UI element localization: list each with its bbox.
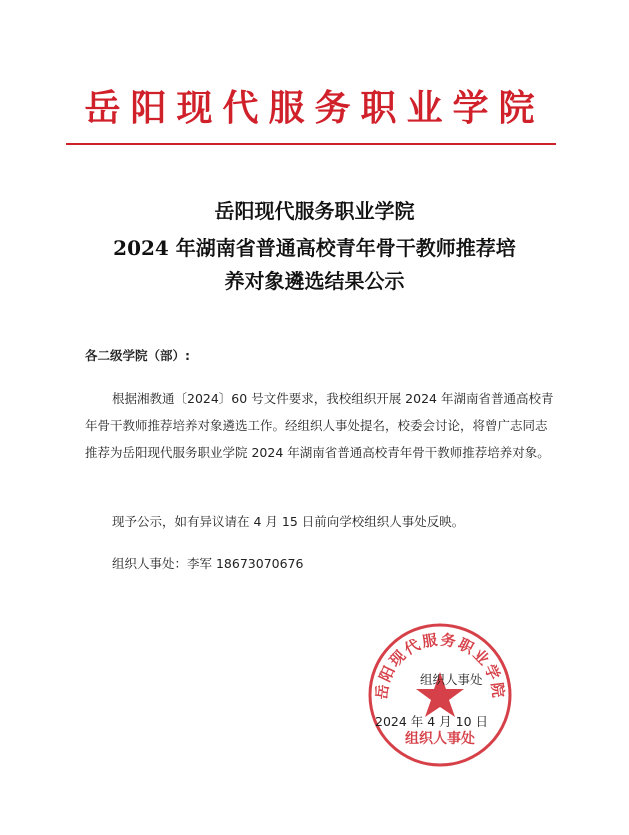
svg-text:组织人事处: 组织人事处 (405, 731, 475, 747)
body-paragraph-2: 现予公示，如有异议请在 4 月 15 日前向学校组织人事处反映。 (112, 514, 465, 529)
signature-department: 组织人事处 (420, 672, 483, 687)
official-seal-icon (365, 620, 515, 770)
svg-text:岳阳现代服务职业学院: 岳阳现代服务职业学院 (372, 630, 508, 701)
contact-line: 组织人事处：李军 18673070676 (112, 556, 304, 571)
notice-title-line3: 养对象遴选结果公示 (224, 269, 405, 293)
signature-date: 2024 年 4 月 10 日 (375, 714, 489, 729)
letterhead-title: 岳阳现代服务职业学院 (84, 87, 545, 129)
salutation: 各二级学院（部）: (85, 348, 190, 363)
letterhead-divider (66, 143, 556, 145)
body-paragraph-1: 根据湘教通〔2024〕60 号文件要求，我校组织开展 2024 年湖南省普通高校青年骨干教师推荐培养对象遴选工作。经组织人事处提名，校委会讨论，将曾广志同志推荐为岳阳现代服务职业学院 2024 年湖南省普通高校青年骨干教师推荐培养对象。 (85, 391, 554, 460)
notice-title-line1: 岳阳现代服务职业学院 (214, 199, 415, 223)
notice-title-line2: 2024 年湖南省普通高校青年骨干教师推荐培 (113, 236, 516, 260)
